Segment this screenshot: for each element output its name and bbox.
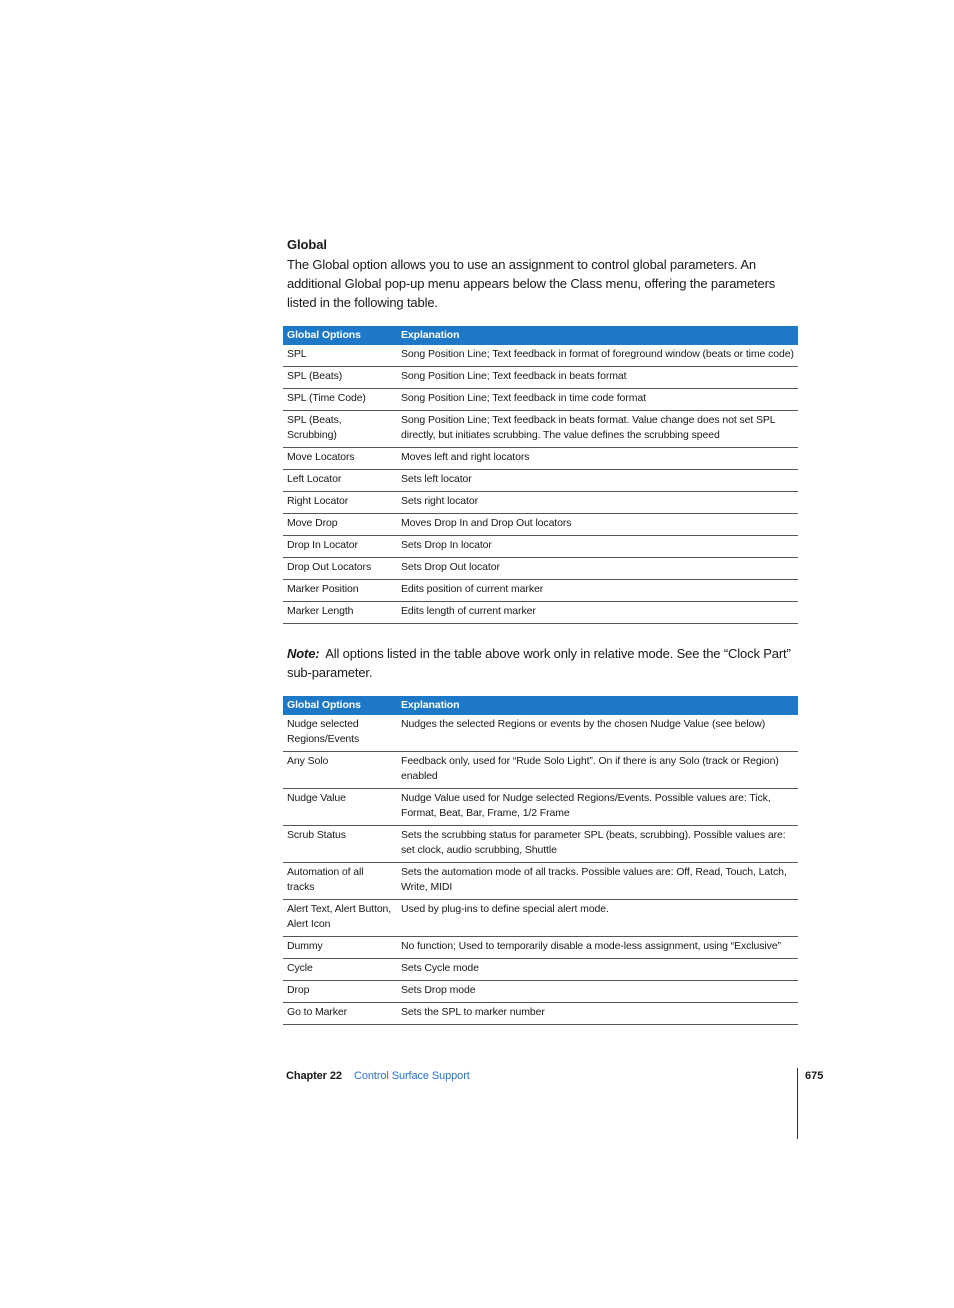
option-explanation: Sets Drop In locator xyxy=(397,536,798,558)
table-row xyxy=(283,492,798,514)
table-row xyxy=(283,580,798,602)
option-explanation: Sets Cycle mode xyxy=(397,959,798,981)
option-explanation: Moves Drop In and Drop Out locators xyxy=(397,514,798,536)
option-name: Dummy xyxy=(283,937,397,959)
option-explanation: Sets Drop Out locator xyxy=(397,558,798,580)
footer-divider xyxy=(797,1068,798,1139)
table-row xyxy=(283,959,798,981)
section-intro: The Global option allows you to use an assignment to control global parameters. An additional Global pop-up menu appears below the Class menu, offering the parameters listed in the following table. xyxy=(287,257,776,310)
option-name: Nudge Value xyxy=(283,789,397,826)
option-explanation: Nudge Value used for Nudge selected Regions/Events. Possible values are: Tick, Format, Beat, Bar, Frame, 1/2 Frame xyxy=(397,789,798,826)
global-options-table-1 xyxy=(283,326,798,624)
table-row xyxy=(283,981,798,1003)
header-explanation: Explanation xyxy=(397,696,798,715)
global-options-table-2 xyxy=(283,696,798,1025)
option-name: Cycle xyxy=(283,959,397,981)
option-explanation: Song Position Line; Text feedback in beats format xyxy=(397,367,798,389)
option-explanation: Sets the automation mode of all tracks. Possible values are: Off, Read, Touch, Latch, Write, MIDI xyxy=(397,863,798,900)
footer-chapter-label: Chapter 22 xyxy=(286,1070,342,1082)
table-row xyxy=(283,411,798,448)
note-label: Note: xyxy=(287,646,320,661)
header-explanation: Explanation xyxy=(397,326,798,345)
option-explanation: Nudges the selected Regions or events by the chosen Nudge Value (see below) xyxy=(397,715,798,752)
option-name: Any Solo xyxy=(283,752,397,789)
option-explanation: Song Position Line; Text feedback in format of foreground window (beats or time code) xyxy=(397,345,798,367)
table-row xyxy=(283,470,798,492)
option-explanation: Song Position Line; Text feedback in time code format xyxy=(397,389,798,411)
option-name: SPL (Beats) xyxy=(283,367,397,389)
option-explanation: Sets the scrubbing status for parameter SPL (beats, scrubbing). Possible values are: set clock, audio scrubbing, Shuttle xyxy=(397,826,798,863)
option-name: Drop In Locator xyxy=(283,536,397,558)
option-name: Drop xyxy=(283,981,397,1003)
table-row xyxy=(283,752,798,789)
option-explanation: Moves left and right locators xyxy=(397,448,798,470)
table-header-row xyxy=(283,326,798,345)
option-explanation: Feedback only, used for “Rude Solo Light”. On if there is any Solo (track or Region) enabled xyxy=(397,752,798,789)
option-explanation: Edits length of current marker xyxy=(397,602,798,624)
option-explanation: Edits position of current marker xyxy=(397,580,798,602)
header-global-options: Global Options xyxy=(283,696,397,715)
section-heading: Global xyxy=(287,237,327,252)
option-name: Drop Out Locators xyxy=(283,558,397,580)
option-explanation: Used by plug-ins to define special alert mode. xyxy=(397,900,798,937)
option-name: Move Locators xyxy=(283,448,397,470)
option-name: SPL (Beats, Scrubbing) xyxy=(283,411,397,448)
option-name: Nudge selected Regions/Events xyxy=(283,715,397,752)
option-name: Alert Text, Alert Button, Alert Icon xyxy=(283,900,397,937)
table-row xyxy=(283,558,798,580)
header-global-options: Global Options xyxy=(283,326,397,345)
table-row xyxy=(283,863,798,900)
footer-chapter-title-link[interactable]: Control Surface Support xyxy=(354,1070,470,1082)
table-row xyxy=(283,602,798,624)
table-row xyxy=(283,514,798,536)
option-name: Marker Position xyxy=(283,580,397,602)
table-row xyxy=(283,789,798,826)
table-row xyxy=(283,448,798,470)
page-number: 675 xyxy=(805,1070,824,1082)
option-name: Marker Length xyxy=(283,602,397,624)
note-text: All options listed in the table above work only in relative mode. See the “Clock Part” sub-parameter. xyxy=(287,646,791,680)
option-name: Go to Marker xyxy=(283,1003,397,1025)
option-name: SPL (Time Code) xyxy=(283,389,397,411)
option-name: Left Locator xyxy=(283,470,397,492)
option-explanation: No function; Used to temporarily disable a mode-less assignment, using “Exclusive” xyxy=(397,937,798,959)
table-row xyxy=(283,1003,798,1025)
table-row xyxy=(283,536,798,558)
option-explanation: Sets right locator xyxy=(397,492,798,514)
option-name: Automation of all tracks xyxy=(283,863,397,900)
table-row xyxy=(283,900,798,937)
option-explanation: Sets the SPL to marker number xyxy=(397,1003,798,1025)
table-row xyxy=(283,826,798,863)
option-name: Move Drop xyxy=(283,514,397,536)
option-name: SPL xyxy=(283,345,397,367)
option-name: Scrub Status xyxy=(283,826,397,863)
table-row xyxy=(283,937,798,959)
table-header-row xyxy=(283,696,798,715)
table-row xyxy=(283,367,798,389)
option-name: Right Locator xyxy=(283,492,397,514)
table-row xyxy=(283,715,798,752)
option-explanation: Sets left locator xyxy=(397,470,798,492)
note-paragraph xyxy=(287,644,799,682)
option-explanation: Song Position Line; Text feedback in beats format. Value change does not set SPL directly, but initiates scrubbing. The value defines the scrubbing speed xyxy=(397,411,798,448)
option-explanation: Sets Drop mode xyxy=(397,981,798,1003)
table-row xyxy=(283,389,798,411)
table-row xyxy=(283,345,798,367)
